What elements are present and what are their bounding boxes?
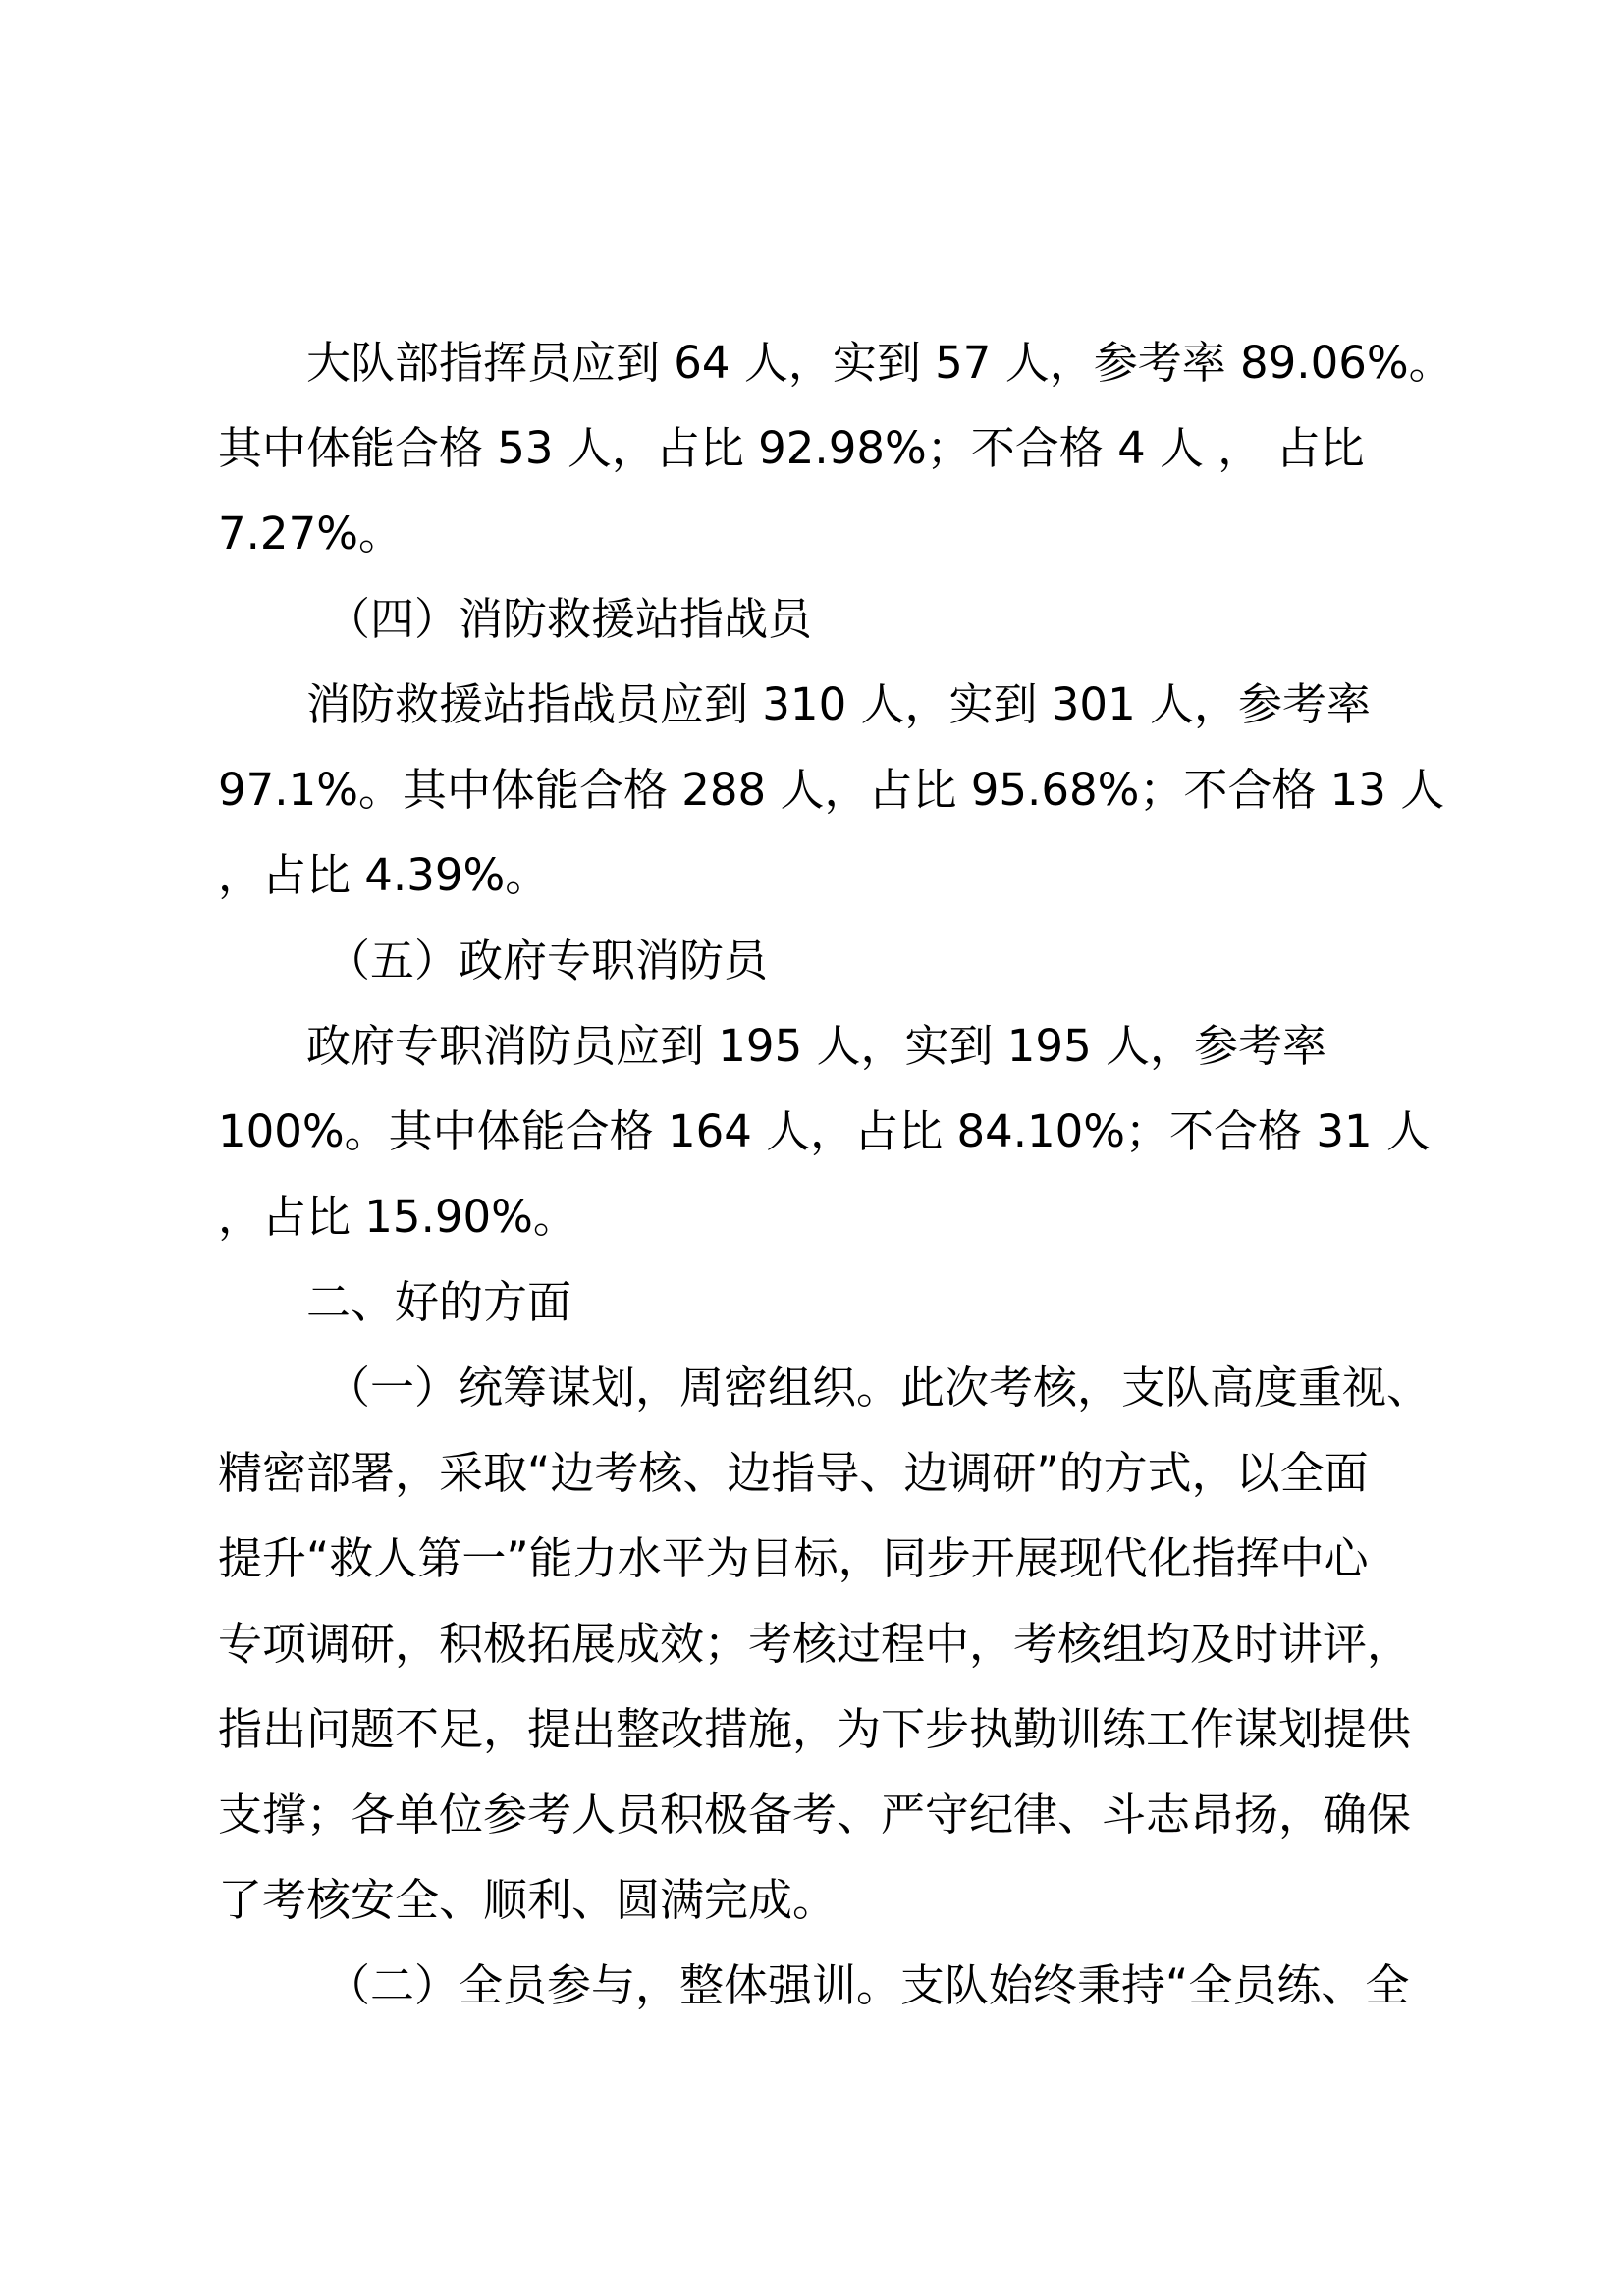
paragraph-full-participation (218, 1943, 1416, 2028)
text-line: 支撑；各单位参考人员积极备考、严守纪律、斗志昂扬，确保 (218, 1789, 1412, 1841)
paragraph-brigade-commanders (218, 320, 1453, 576)
paragraph-planning-organization (218, 1345, 1432, 1943)
text-line: ，占比 4.39%。 (218, 849, 550, 901)
section-heading: （四）消防救援站指战员 (326, 593, 813, 645)
section-heading: 二、好的方面 (306, 1276, 572, 1328)
paragraph-station-personnel (218, 662, 1445, 918)
document-body (218, 320, 1453, 2028)
text-line: 指出问题不足，提出整改措施，为下步执勤训练工作谋划提供 (218, 1703, 1412, 1755)
text-line: 专项调研，积极拓展成效；考核过程中，考核组均及时讲评， (218, 1618, 1412, 1670)
section-heading-government-firefighters (218, 918, 1416, 1003)
text-line: ，占比 15.90%。 (218, 1191, 577, 1243)
text-line: 97.1%。其中体能合格 288 人，占比 95.68%；不合格 13 人 (218, 764, 1445, 816)
text-line: 政府专职消防员应到 195 人，实到 195 人，参考率 (306, 1020, 1327, 1072)
text-line: 消防救援站指战员应到 310 人，实到 301 人，参考率 (306, 678, 1372, 730)
section-heading-strengths (218, 1259, 1416, 1345)
text-line: 100%。其中体能合格 164 人，占比 84.10%；不合格 31 人 (218, 1105, 1431, 1157)
paragraph-government-firefighters (218, 1003, 1431, 1259)
text-line: 精密部署，采取“边考核、边指导、边调研”的方式，以全面 (218, 1447, 1369, 1499)
text-line: （二）全员参与，整体强训。支队始终秉持“全员练、全 (326, 1959, 1410, 2011)
text-line: （一）统筹谋划，周密组织。此次考核，支队高度重视、 (326, 1362, 1432, 1414)
section-heading: （五）政府专职消防员 (326, 934, 769, 987)
text-line: 其中体能合格 53 人，占比 92.98%；不合格 4 人 ， 占比 (218, 422, 1365, 474)
text-line: 7.27%。 (218, 507, 403, 560)
text-line: 了考核安全、顺利、圆满完成。 (218, 1874, 838, 1926)
section-heading-station-personnel (218, 576, 1416, 662)
text-line: 大队部指挥员应到 64 人，实到 57 人，参考率 89.06%。 (306, 337, 1453, 389)
text-line: 提升“救人第一”能力水平为目标，同步开展现代化指挥中心 (218, 1532, 1369, 1584)
